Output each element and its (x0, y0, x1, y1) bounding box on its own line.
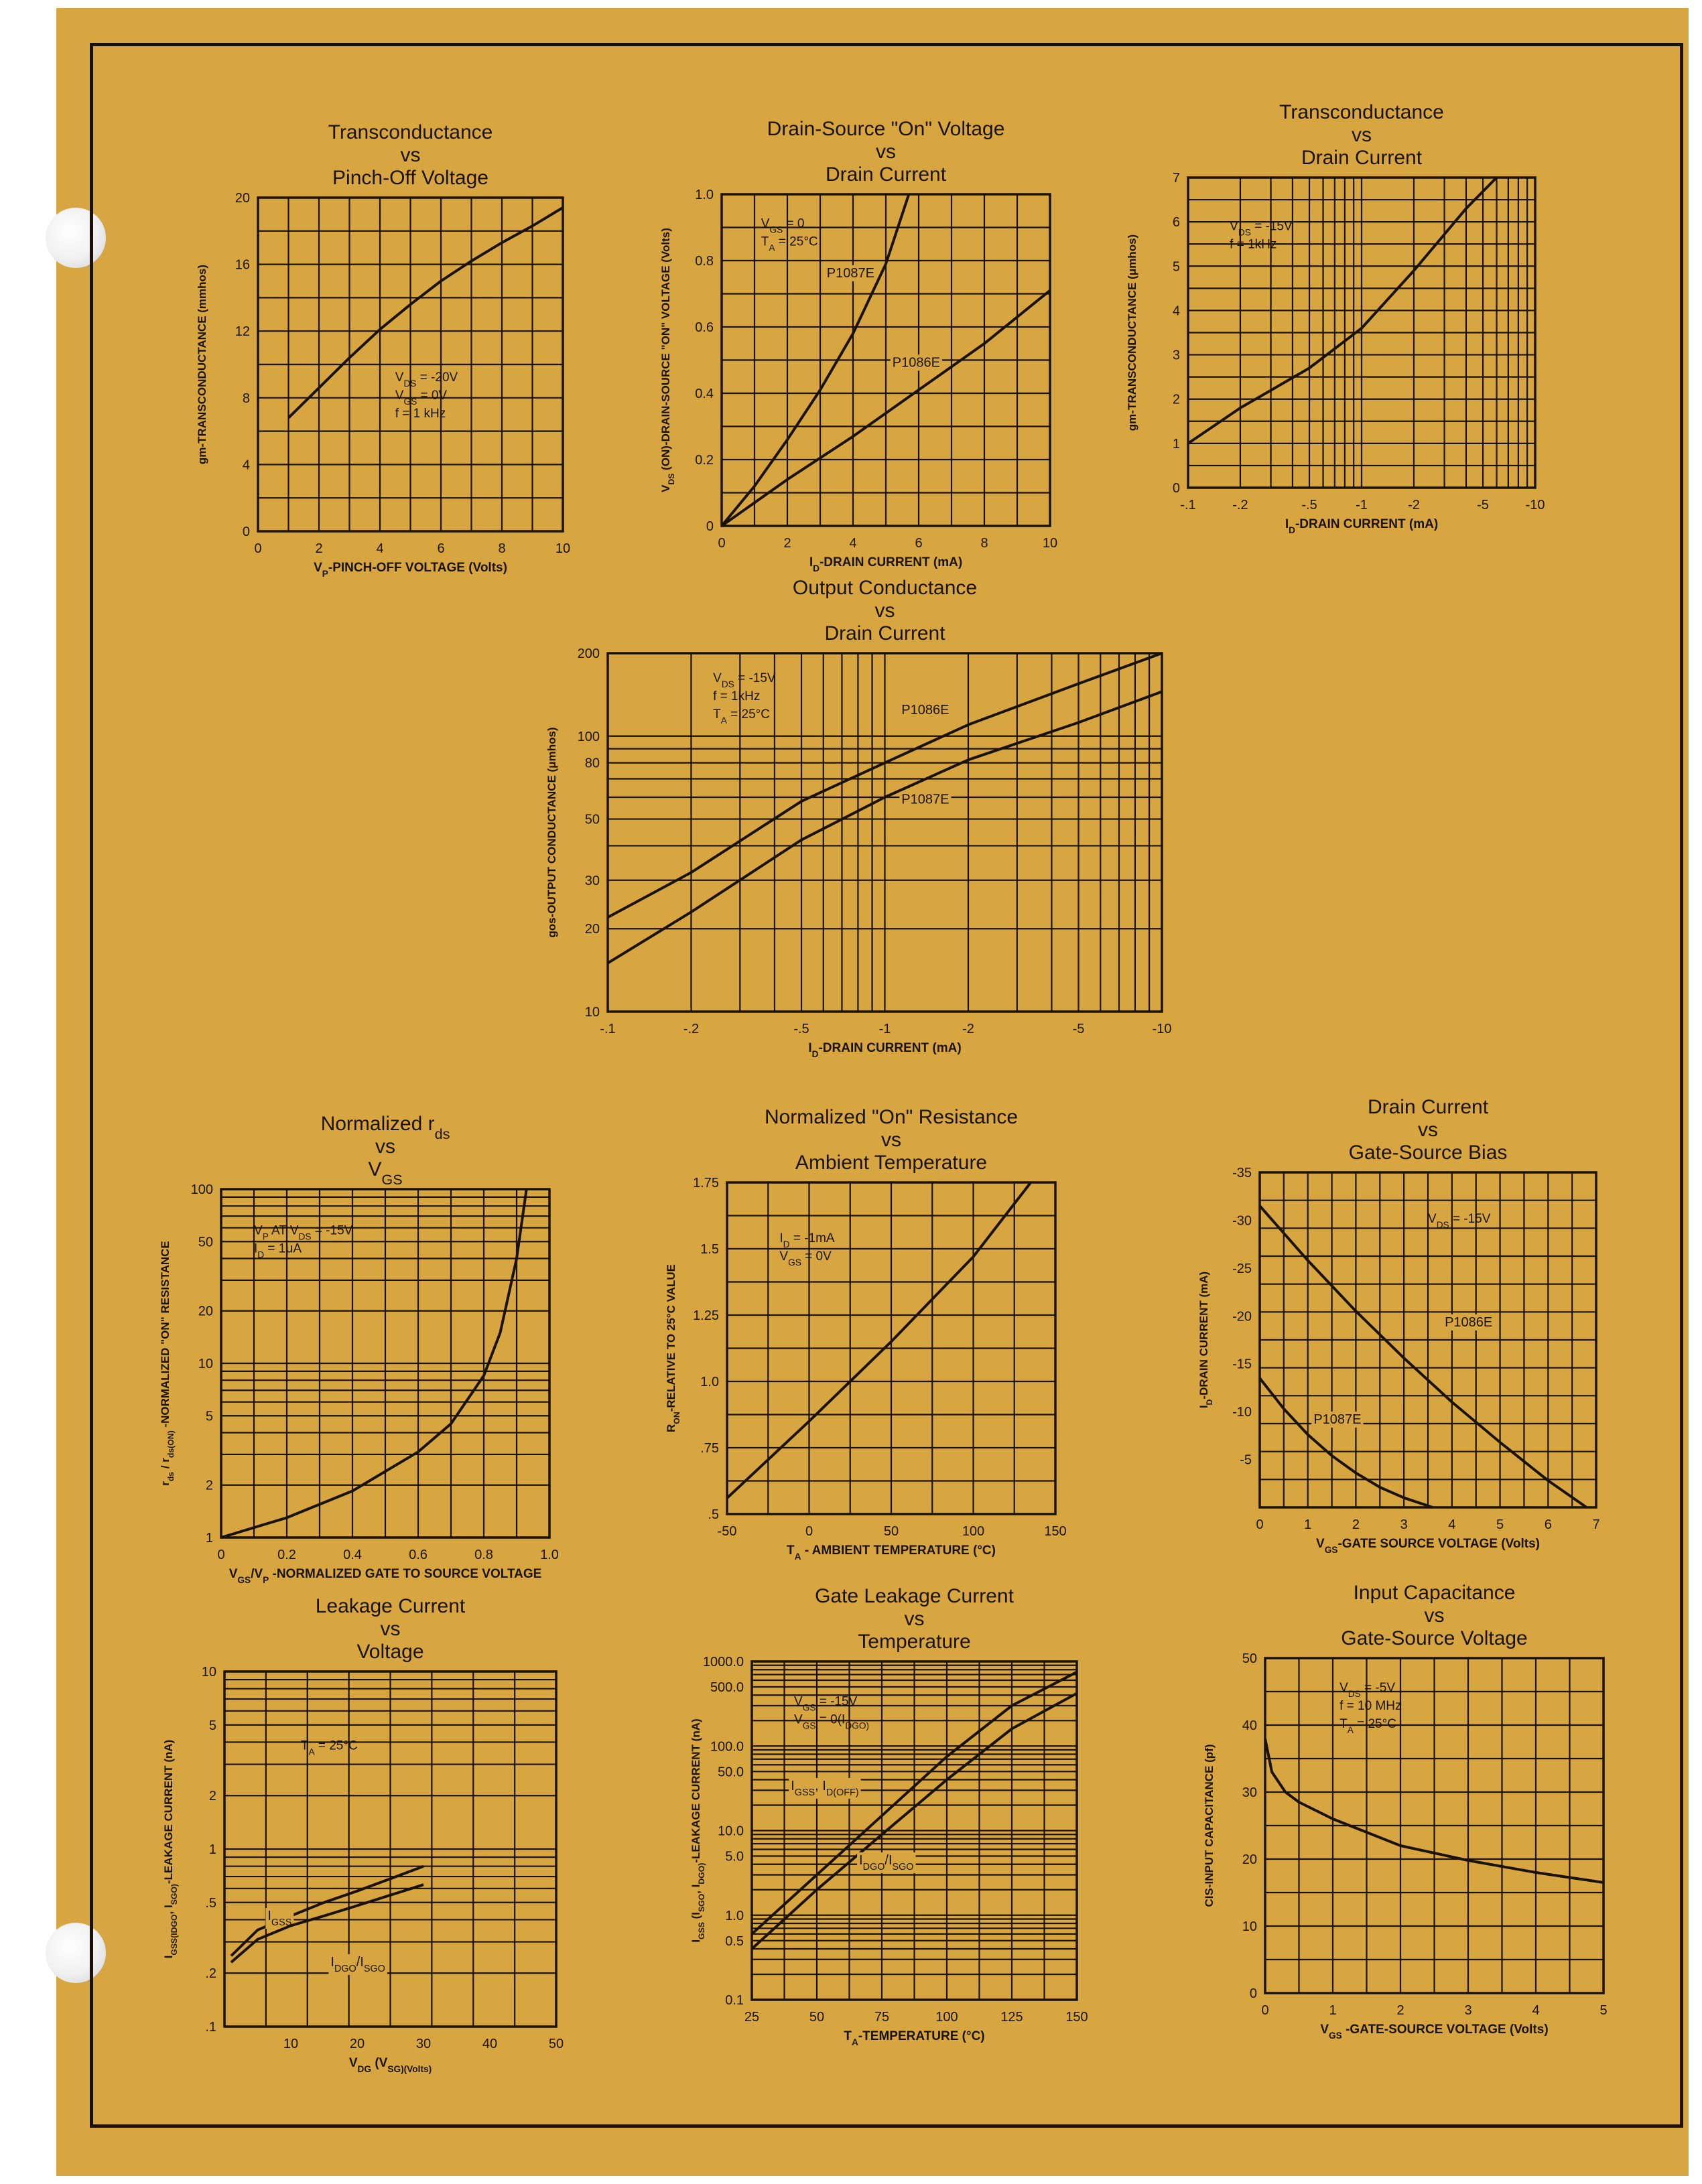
y-tick-label: 1 (208, 1842, 216, 1857)
y-tick-label: 50 (198, 1235, 213, 1250)
x-tick-label: 0 (1261, 2003, 1269, 2018)
y-tick-label: 10 (201, 1665, 216, 1680)
chart-annotation: $V_{DS} = -15V$ (713, 671, 776, 689)
y-tick-label: 20 (235, 191, 250, 206)
x-tick-label: -1 (878, 1022, 891, 1036)
x-tick-label: -1 (1356, 498, 1368, 513)
y-tick-label: 1.5 (700, 1242, 719, 1257)
x-tick-label: -10 (1525, 498, 1545, 513)
series-line-1 (727, 1182, 1031, 1498)
y-tick-label: 5 (208, 1718, 216, 1733)
y-axis-label: gos-OUTPUT CONDUCTANCE (μmhos) (545, 727, 558, 938)
y-axis-label: $I_{GSS(IDGO}$, $I_{SGO)}$-LEAKAGE CURRENT (nA) (162, 1739, 179, 1959)
chart-9 (690, 1585, 1088, 2047)
chart-6 (665, 1106, 1067, 1562)
y-tick-label: 10 (198, 1357, 213, 1371)
chart-annotation: f = 1kHz (1230, 237, 1277, 252)
y-tick-label: 4 (242, 458, 250, 473)
x-tick-label: -.1 (600, 1022, 616, 1036)
grid (1265, 1658, 1603, 1993)
chart-2 (659, 118, 1057, 573)
x-tick-label: 1.0 (540, 1548, 559, 1562)
x-tick-label: 150 (1065, 2010, 1088, 2025)
y-tick-label: 0.2 (695, 453, 714, 468)
x-tick-label: 125 (1000, 2010, 1023, 2025)
y-tick-label: 0 (242, 525, 250, 539)
y-tick-label: 0.6 (695, 320, 714, 335)
y-tick-label: 16 (235, 257, 250, 273)
x-tick-label: 30 (415, 2037, 432, 2051)
x-tick-label: 75 (874, 2010, 890, 2025)
y-tick-label: 20 (1242, 1852, 1257, 1867)
y-tick-label: 10 (1242, 1919, 1257, 1934)
chart-title-line: Gate-Source Bias (1348, 1142, 1508, 1164)
y-tick-label: 100 (190, 1182, 213, 1197)
y-tick-label: 0 (1249, 1986, 1257, 2001)
chart-4 (545, 577, 1171, 1059)
y-tick-label: 20 (198, 1304, 213, 1319)
chart-title-line: $V_{GS}$ (368, 1158, 403, 1188)
y-axis-label: $V_{DS}$ (ON)-DRAIN-SOURCE "ON" VOLTAGE (Volts) (659, 228, 676, 492)
x-tick-label: 0 (805, 1524, 813, 1539)
y-tick-label: 3 (1172, 348, 1180, 363)
series-line-2 (231, 1885, 423, 1962)
grid (258, 198, 563, 531)
chart-title-line: Voltage (356, 1641, 424, 1663)
chart-annotation: $T_A = 25^\circ C$ (300, 1738, 358, 1757)
x-tick-label: 25 (744, 2010, 760, 2025)
y-tick-label: 100 (577, 729, 600, 744)
chart-title-line: vs (904, 1608, 925, 1630)
y-axis-label: CIS-INPUT CAPACITANCE (pf) (1203, 1744, 1216, 1907)
y-tick-label: 30 (1242, 1785, 1257, 1800)
x-tick-label: 6 (1544, 1517, 1552, 1532)
x-tick-label: 150 (1044, 1524, 1067, 1539)
chart-title-line: Ambient Temperature (795, 1152, 988, 1174)
chart-1 (196, 121, 570, 579)
chart-title-line: vs (1418, 1119, 1438, 1141)
x-tick-label: -.2 (683, 1022, 700, 1036)
chart-title-line: vs (1424, 1605, 1445, 1627)
chart-title-line: Normalized $r_{ds}$ (320, 1113, 450, 1142)
chart-title-line: Temperature (858, 1631, 971, 1653)
chart-7 (1197, 1096, 1600, 1555)
x-tick-label: 0 (217, 1548, 225, 1562)
x-tick-label: 4 (1532, 2003, 1540, 2018)
y-tick-label: 12 (235, 324, 250, 340)
x-axis-label: $V_{DG}$ ($V_{SG)(Volts)}$ (348, 2056, 432, 2074)
y-tick-label: -10 (1232, 1405, 1252, 1420)
x-tick-label: 1 (1329, 2003, 1337, 2018)
x-tick-label: -5 (1477, 498, 1489, 513)
y-axis-label: $r_{ds} / r_{ds(ON)}$ -NORMALIZED "ON" RESISTANCE (159, 1241, 176, 1486)
series-label: P1086E (1445, 1315, 1493, 1330)
x-axis-label: $I_D$-DRAIN CURRENT (mA) (809, 555, 963, 573)
y-tick-label: 1.25 (693, 1308, 719, 1323)
chart-annotation: $T_A = 25^\circ C$ (761, 234, 818, 253)
y-tick-label: .5 (708, 1507, 719, 1522)
chart-annotation: $I_D = 1\mu A$ (254, 1241, 302, 1260)
y-tick-label: -20 (1232, 1309, 1252, 1324)
x-tick-label: 4 (1448, 1517, 1456, 1532)
y-tick-label: 6 (1172, 215, 1180, 230)
y-tick-label: .2 (205, 1966, 216, 1982)
x-tick-label: 20 (349, 2037, 365, 2051)
x-tick-label: -2 (962, 1022, 974, 1036)
y-tick-label: 40 (1242, 1718, 1257, 1733)
x-tick-label: 5 (1599, 2003, 1608, 2018)
chart-title-line: Drain-Source "On" Voltage (767, 118, 1005, 140)
chart-annotation: $V_{DS} = -15V$ (1230, 219, 1293, 238)
x-axis-label: $V_P-PINCH$-OFF VOLTAGE (Volts) (314, 561, 507, 579)
chart-title-line: Input Capacitance (1353, 1582, 1516, 1604)
chart-annotation: $I_D = -1mA$ (779, 1231, 835, 1249)
y-tick-label: .75 (700, 1441, 719, 1456)
y-tick-label: 0.8 (695, 254, 714, 269)
y-tick-label: 0.4 (695, 387, 714, 401)
chart-title-line: Drain Current (1367, 1096, 1489, 1118)
y-tick-label: 8 (242, 391, 250, 406)
y-tick-label: -15 (1232, 1357, 1252, 1372)
chart-title-line: Normalized "On" Resistance (764, 1106, 1019, 1128)
x-tick-label: 7 (1592, 1517, 1600, 1532)
chart-annotation: $V_{DS} = -5V$ (1339, 1681, 1396, 1699)
grid (608, 653, 1162, 1012)
x-tick-label: 0 (718, 536, 726, 551)
x-axis-label: $I_D$-DRAIN CURRENT (mA) (808, 1041, 962, 1059)
chart-title-line: vs (881, 1129, 901, 1151)
x-tick-label: 0.6 (409, 1548, 428, 1562)
y-tick-label: 50.0 (718, 1765, 744, 1780)
chart-title-line: vs (380, 1618, 401, 1640)
y-axis-label: $R_{ON}$-RELATIVE TO 25°C VALUE (665, 1264, 681, 1432)
x-tick-label: 100 (935, 2010, 958, 2025)
x-axis-label: $I_D$-DRAIN CURRENT (mA) (1285, 517, 1439, 535)
y-tick-label: 5.0 (725, 1849, 744, 1864)
series-label: P1087E (1313, 1412, 1362, 1427)
x-tick-label: 50 (809, 2010, 825, 2025)
y-tick-label: 10.0 (718, 1824, 744, 1839)
x-tick-label: 0.8 (474, 1548, 493, 1562)
grid (1188, 178, 1535, 488)
chart-annotation: f = 1 kHz (395, 406, 446, 421)
y-axis-label: $I_{GSS}$ ($I_{SGO}$, $I_{DGO)}$-LEAKAGE CURRENT (nA) (690, 1718, 706, 1943)
x-tick-label: 2 (1352, 1517, 1360, 1532)
series-label: P1086E (892, 355, 940, 370)
chart-annotation: $V_{DS} = -15V$ (1428, 1212, 1491, 1230)
y-tick-label: .5 (205, 1895, 216, 1911)
x-axis-label: $T_A$-TEMPERATURE (°C) (844, 2029, 985, 2047)
chart-title-line: Drain Current (825, 163, 947, 186)
y-tick-label: 10 (584, 1005, 600, 1020)
x-axis-label: $V_{GS}/V_P$ -NORMALIZED GATE TO SOURCE VOLTAGE (228, 1567, 542, 1585)
chart-annotation: f = 10 MHz (1339, 1699, 1402, 1713)
chart-8 (162, 1595, 564, 2074)
y-tick-label: 20 (584, 922, 600, 937)
y-tick-label: 2 (1172, 392, 1180, 407)
x-tick-label: 50 (883, 1524, 899, 1539)
x-tick-label: 2 (783, 536, 791, 551)
y-tick-label: 2 (205, 1478, 213, 1493)
chart-annotation: $V_{GS} = 0V$ (779, 1249, 832, 1268)
chart-annotation: $V_{GS} = 0V$ (395, 388, 448, 407)
x-tick-label: 6 (915, 536, 923, 551)
series-label: P1087E (901, 792, 950, 807)
chart-title-line: Gate-Source Voltage (1341, 1627, 1528, 1649)
y-tick-label: 100.0 (710, 1739, 744, 1755)
x-tick-label: 50 (548, 2037, 564, 2051)
x-tick-label: 8 (980, 536, 988, 551)
x-tick-label: -50 (717, 1524, 737, 1539)
chart-10 (1203, 1582, 1608, 2041)
grid (224, 1671, 556, 2027)
chart-annotation: $V_{GS} = -15V$ (794, 1694, 858, 1713)
y-tick-label: 50 (584, 812, 600, 827)
y-tick-label: 1.0 (725, 1908, 744, 1923)
y-tick-label: 80 (584, 756, 600, 771)
chart-3 (1126, 101, 1545, 535)
y-tick-label: 200 (577, 646, 600, 661)
x-tick-label: -.5 (793, 1022, 809, 1036)
y-tick-label: 5 (1172, 259, 1180, 275)
y-tick-label: 50 (1242, 1651, 1257, 1666)
y-tick-label: 1000.0 (702, 1655, 744, 1669)
x-axis-label: $V_{GS}$ -GATE-SOURCE VOLTAGE (Volts) (1320, 2023, 1549, 2041)
x-tick-label: 0.2 (277, 1548, 296, 1562)
x-tick-label: 4 (849, 536, 857, 551)
x-tick-label: 10 (555, 541, 571, 556)
chart-annotation: $T_A = 25^\circ C$ (1339, 1717, 1396, 1735)
chart-title-line: Transconductance (1279, 101, 1444, 123)
y-tick-label: 500.0 (710, 1680, 744, 1696)
chart-title-line: Drain Current (824, 622, 945, 644)
series-label: P1086E (901, 702, 950, 718)
chart-annotation: $V_{GS} = 0$ (761, 216, 805, 234)
x-tick-label: -10 (1152, 1022, 1172, 1036)
y-tick-label: 0.5 (725, 1933, 744, 1949)
series-label: $I_{DGO}/I_{SGO}$ (859, 1853, 914, 1872)
series-label: $I_{GSS}$ (267, 1909, 292, 1928)
y-tick-label: 4 (1172, 303, 1180, 319)
x-tick-label: 40 (482, 2037, 498, 2051)
chart-annotation: $V_{GS} = 0(I_{DGO)}$ (794, 1712, 870, 1731)
x-tick-label: 4 (376, 541, 384, 556)
chart-title-line: vs (400, 144, 421, 166)
chart-title-line: vs (874, 600, 895, 622)
y-tick-label: 1.0 (700, 1375, 719, 1389)
x-tick-label: -5 (1072, 1022, 1085, 1036)
chart-title-line: Transconductance (328, 121, 493, 143)
y-tick-label: 0 (1172, 481, 1180, 496)
y-tick-label: 7 (1172, 171, 1180, 186)
x-tick-label: 100 (962, 1524, 985, 1539)
x-tick-label: -.1 (1180, 498, 1196, 513)
x-axis-label: $T_A$ - AMBIENT TEMPERATURE (°C) (787, 1544, 996, 1562)
x-tick-label: 2 (1396, 2003, 1404, 2018)
y-tick-label: .1 (205, 2020, 216, 2035)
y-tick-label: 1.75 (693, 1176, 719, 1190)
x-tick-label: -.5 (1301, 498, 1317, 513)
chart-title-line: vs (876, 141, 896, 163)
y-tick-label: 1 (205, 1531, 213, 1546)
x-tick-label: 10 (283, 2037, 299, 2051)
y-tick-label: -30 (1232, 1213, 1252, 1229)
chart-title-line: vs (375, 1136, 395, 1158)
chart-5 (159, 1113, 559, 1585)
chart-title-line: Output Conductance (792, 577, 978, 599)
x-tick-label: 2 (315, 541, 323, 556)
y-tick-label: 1.0 (695, 188, 714, 202)
chart-annotation: f = 1kHz (713, 689, 761, 703)
series-line-1 (289, 208, 564, 418)
chart-title-line: Gate Leakage Current (815, 1585, 1014, 1607)
y-tick-label: 5 (205, 1409, 213, 1424)
grid (727, 1182, 1055, 1514)
chart-annotation: $T_A = 25^\circ C$ (713, 707, 770, 726)
series-label: $I_{DGO}/I_{SGO}$ (330, 1954, 385, 1974)
chart-title-line: Drain Current (1301, 147, 1423, 169)
chart-title-line: Pinch-Off Voltage (332, 167, 488, 189)
series-label: $I_{GSS}$, $I_{D(OFF)}$ (791, 1778, 859, 1798)
x-tick-label: -2 (1408, 498, 1420, 513)
chart-title-line: Leakage Current (315, 1595, 466, 1617)
y-tick-label: -5 (1240, 1452, 1252, 1468)
y-tick-label: 2 (208, 1789, 216, 1804)
x-tick-label: 0 (254, 541, 262, 556)
series-line-1 (1260, 1206, 1587, 1507)
y-tick-label: 0.1 (725, 1993, 744, 2008)
x-tick-label: 3 (1400, 1517, 1408, 1532)
x-tick-label: 5 (1496, 1517, 1504, 1532)
chart-title-line: vs (1352, 124, 1372, 146)
x-tick-label: 0 (1256, 1517, 1264, 1532)
x-tick-label: 6 (437, 541, 445, 556)
x-axis-label: $V_{GS}$-GATE SOURCE VOLTAGE (Volts) (1316, 1537, 1540, 1555)
y-tick-label: 30 (584, 873, 600, 888)
chart-annotation: $V_P$ AT $V_{DS} = -15V$ (254, 1223, 353, 1242)
y-tick-label: 0 (706, 519, 714, 534)
y-axis-label: gm-TRANSCONDUCTANCE (mmhos) (196, 264, 208, 465)
x-tick-label: -.2 (1232, 498, 1248, 513)
x-tick-label: 3 (1464, 2003, 1472, 2018)
x-tick-label: 8 (498, 541, 506, 556)
series-line-2 (1260, 1378, 1433, 1507)
x-tick-label: 10 (1042, 536, 1058, 551)
chart-annotation: $V_{DS} = -20V$ (395, 370, 458, 389)
series-label: P1087E (826, 265, 874, 281)
y-tick-label: -35 (1232, 1166, 1252, 1180)
y-tick-label: -25 (1232, 1261, 1252, 1276)
x-tick-label: 0.4 (343, 1548, 362, 1562)
y-axis-label: gm-TRANSCONDUCTANCE (μmhos) (1126, 234, 1138, 431)
x-tick-label: 1 (1304, 1517, 1312, 1532)
y-axis-label: $I_D$-DRAIN CURRENT (mA) (1197, 1271, 1214, 1409)
y-tick-label: 1 (1172, 436, 1180, 452)
